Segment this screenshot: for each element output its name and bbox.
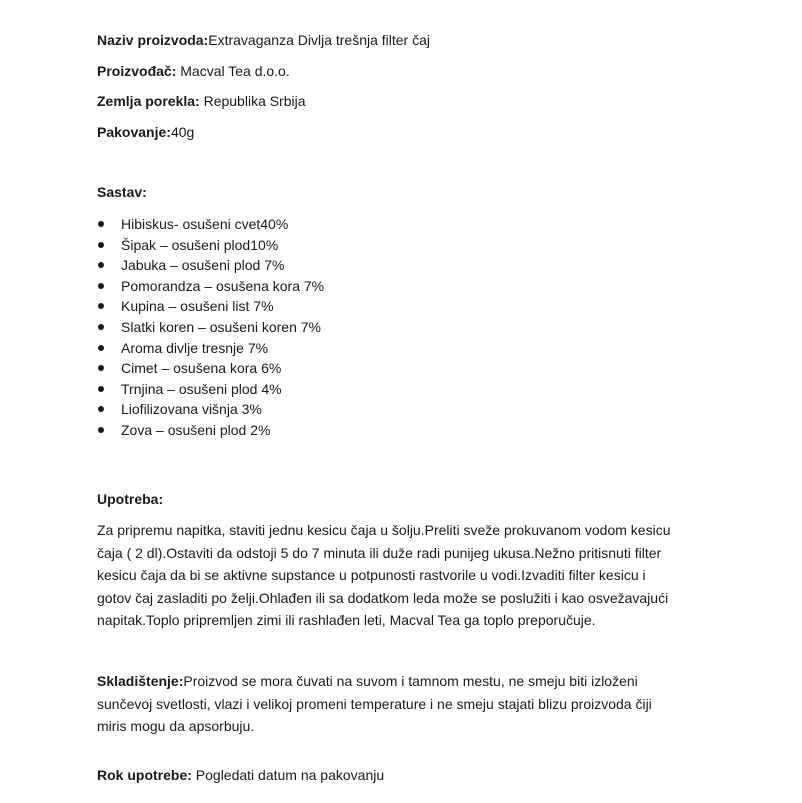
expiry-value: Pogledati datum na pakovanju [191, 767, 385, 783]
producer-line [97, 62, 290, 80]
packaging-value: 40g [170, 124, 195, 140]
usage-line: napitak.Toplo pripremljen zimi ili rashlađen leti, Macval Tea ga toplo preporučuje. [97, 612, 596, 628]
usage-line: čaja ( 2 dl).Ostaviti da odstoji 5 do 7 minuta ili duže radi punijeg ukusa.Nežno pritisnuti filter [97, 544, 662, 561]
ingredient-text: Zova – osušeni plod 2% [121, 421, 271, 438]
composition-heading: Sastav: [97, 184, 147, 200]
list-item [97, 338, 324, 359]
list-item [97, 399, 324, 420]
list-item [97, 255, 324, 276]
usage-line: Za pripremu napitka, staviti jednu kesicu čaja u šolju.Preliti sveže prokuvanom vodom kesicu [97, 522, 671, 538]
ingredient-text: Trnjina – osušeni plod 4% [121, 380, 282, 397]
list-item [97, 276, 324, 297]
usage-line: kesicu čaja da bi se aktivne supstance u potpunosti rastvorile u vodi.Izvaditi filter kesicu i [97, 567, 646, 583]
usage-line: gotov čaj zasladiti po želji.Ohlađen ili sa dodatkom leda može se poslužiti i kao osvežavajući [97, 589, 669, 606]
bullet-icon [98, 365, 104, 371]
producer-value: Macval Tea d.o.o. [176, 63, 290, 79]
bullet-icon [98, 262, 104, 268]
product-name-line [97, 31, 430, 49]
ingredient-text: Pomorandza – osušena kora 7% [121, 277, 325, 294]
storage-line: miris mogu da apsorbuju. [97, 718, 255, 734]
ingredient-text: Jabuka – osušeni plod 7% [121, 257, 285, 274]
origin-line [97, 92, 306, 110]
bullet-icon [98, 324, 104, 330]
bullet-icon [98, 283, 104, 289]
ingredient-text: Liofilizovana višnja 3% [121, 401, 262, 418]
ingredient-text: Šipak – osušeni plod10% [121, 236, 279, 253]
product-name-label: Naziv proizvoda: [97, 32, 209, 48]
usage-paragraph [97, 519, 722, 632]
storage-paragraph [97, 670, 722, 738]
bullet-icon [98, 221, 104, 227]
list-item [97, 358, 324, 379]
storage-text: Proizvod se mora čuvati na suvom i tamnom mestu, ne smeju biti izloženi [183, 673, 638, 689]
composition-list [97, 214, 324, 441]
bullet-icon [98, 345, 104, 351]
bullet-icon [98, 427, 104, 433]
ingredient-text: Hibiskus- osušeni cvet40% [121, 216, 289, 232]
packaging-label: Pakovanje: [97, 124, 171, 140]
storage-label: Skladištenje: [97, 673, 184, 689]
bullet-icon [98, 386, 104, 392]
ingredient-text: Aroma divlje tresnje 7% [121, 339, 269, 356]
expiry-line [97, 766, 384, 784]
ingredient-text: Slatki koren – osušeni koren 7% [121, 318, 321, 335]
origin-value: Republika Srbija [199, 93, 306, 109]
ingredient-text: Cimet – osušena kora 6% [121, 360, 282, 377]
producer-label: Proizvođač: [97, 63, 177, 79]
list-item [97, 235, 324, 256]
ingredient-text: Kupina – osušeni list 7% [121, 298, 274, 315]
list-item [97, 317, 324, 338]
usage-heading: Upotreba: [97, 491, 164, 507]
product-name-value: Extravaganza Divlja trešnja filter čaj [208, 32, 431, 48]
list-item [97, 420, 324, 441]
list-item [97, 296, 324, 317]
storage-line [97, 670, 722, 693]
bullet-icon [98, 303, 104, 309]
origin-label: Zemlja porekla: [97, 93, 200, 109]
list-item [97, 379, 324, 400]
bullet-icon [98, 242, 104, 248]
list-item [97, 214, 324, 235]
bullet-icon [98, 406, 104, 412]
storage-line: sunčevoj svetlosti, vlazi i velikoj promeni temperature i ne smeju stajati blizu proizvoda čiji [97, 695, 652, 712]
expiry-label: Rok upotrebe: [97, 767, 192, 783]
packaging-line [97, 123, 194, 141]
